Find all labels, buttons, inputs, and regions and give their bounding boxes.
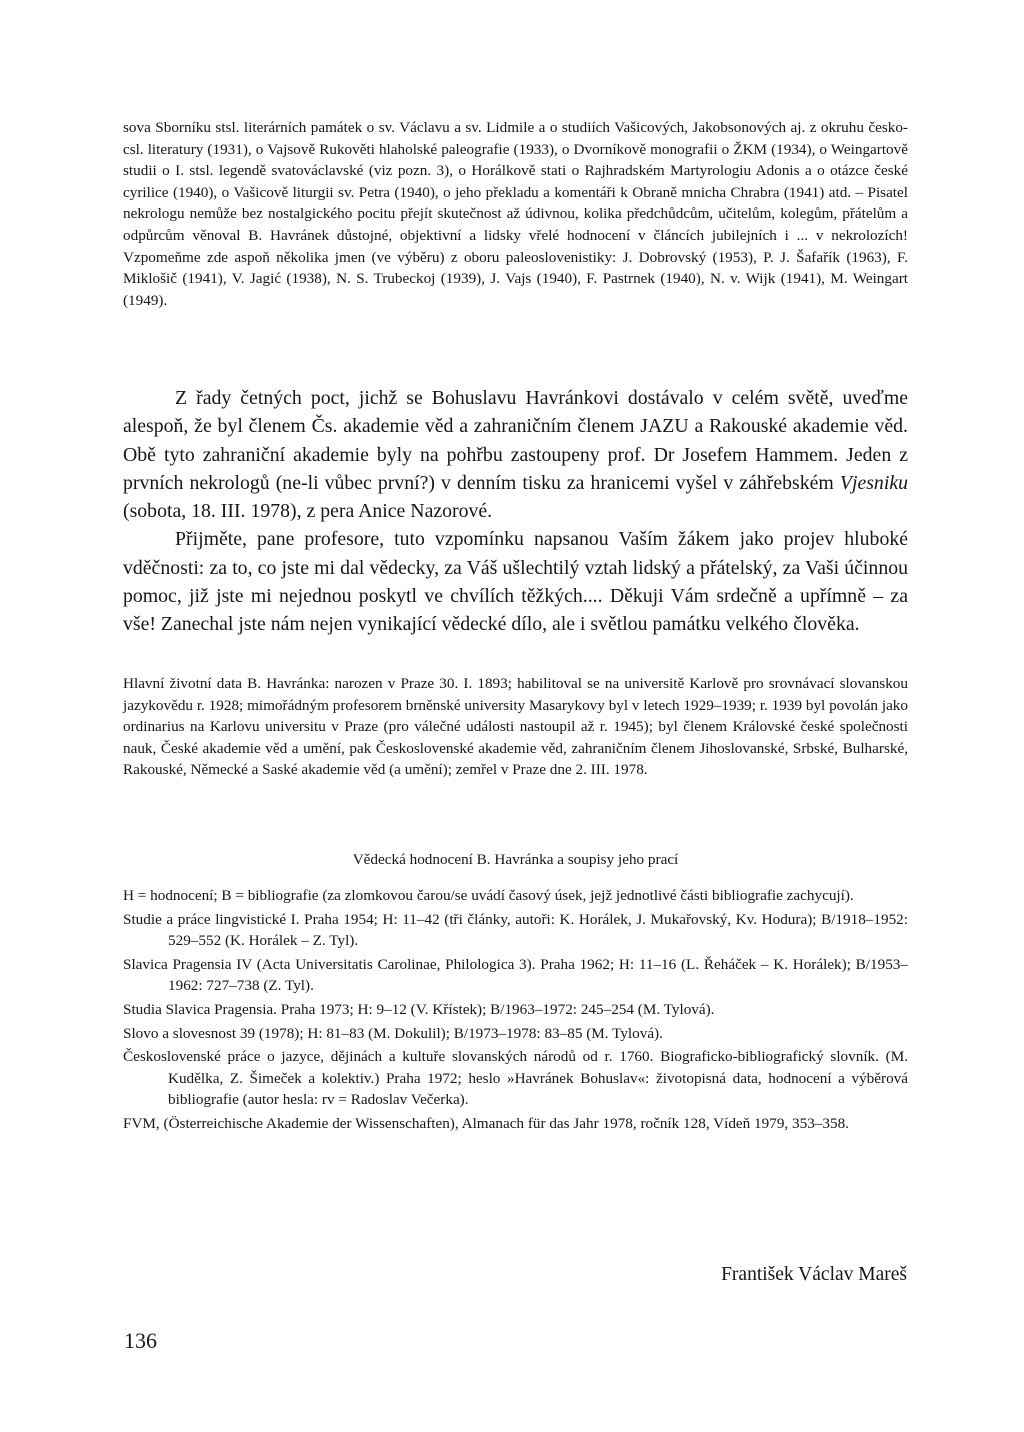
list-item: Slavica Pragensia IV (Acta Universitatis Carolinae, Philologica 3). Praha 1962; H: 11–16 (L. Řeháček – K. Horálek); B/1953–1962: 727–738 (Z. Tyl). (123, 955, 908, 995)
tribute-paragraph-2: Přijměte, pane profesore, tuto vzpomínku napsanou Vaším žákem jako projev hluboké vděčnosti: za to, co jste mi dal vědecky, za Váš ušlechtilý vztah lidský a přátelský, za Vaši účinnou pomoc, již jste mi nejednou poskytl ve chvílích těžkých.... Děkuji Vám srdečně a upřímně – za vše! Zanechal jste nám nejen vynikající vědecké dílo, ale i světlou památku velkého člověka. (123, 528, 908, 636)
tribute-paragraph-1 (123, 384, 908, 525)
life-data-paragraph: Hlavní životní data B. Havránka: narozen v Praze 30. I. 1893; habilitoval se na universitě Karlově pro srovnávací slovanskou jazykovědu r. 1928; mimořádným profesorem brněnské university Masarykovy byl v letech 1929–1939; r. 1939 byl povolán jako ordinarius na Karlovu universitu v Praze (pro válečné události nastoupil až r. 1945); byl členem Královské české společnosti nauk, České akademie věd a umění, pak Československé akademie věd, zahraničním členem Jihoslovanské, Srbské, Bulharské, Rakouské, Německé a Saské akademie věd (a umění); zemřel v Praze dne 2. III. 1978. (123, 675, 908, 779)
page-number: 136 (124, 1328, 157, 1353)
tribute-section (123, 384, 908, 639)
newspaper-title: Vjesniku (839, 471, 908, 494)
list-item: H = hodnocení; B = bibliografie (za zlomkovou čarou/se uvádí časový úsek, jejž jednotlivé části bibliografie zachycují). (123, 887, 854, 904)
bibliography-list (123, 885, 908, 1137)
intro-paragraph: sova Sborníku stsl. literárních památek o sv. Václavu a sv. Lidmile a o studiích Vašicových, Jakobsonových aj. z okruhu česko-csl. literatury (1931), o Vajsově Rukověti hlaholské paleografie (1933), o Dvorníkově monografii o ŽKM (1934), o Weingartově studii o I. stsl. legendě svatováclavské (viz pozn. 3), o Horálkově stati o Rajhradském Martyrologiu Adonis a o otázce české cyrilice (1940), o Vašicově liturgii sv. Petra (1940), o jeho překladu a komentáři k Obraně mnicha Chrabra (1941) atd. – Pisatel nekrologu nemůže bez nostalgického pocitu přejít skutečnost až údivnou, kolika předchůdcům, učitelům, kolegům, přátelům a odpůrcům věnoval B. Havránek důstojné, objektivní a lidsky vřelé hodnocení v článcích jubilejních i ... v nekrolozích! Vzpomeňme zde aspoň několika jmen (ve výběru) z oboru paleoslovenistiky: J. Dobrovský (1953), P. J. Šafařík (1963), F. Miklošič (1941), V. Jagić (1938), N. S. Trubeckoj (1939), J. Vajs (1940), F. Pastrnek (1940), N. v. Wijk (1941), M. Weingart (1949). (123, 119, 908, 309)
list-item: Studia Slavica Pragensia. Praha 1973; H: 9–12 (V. Křístek); B/1963–1972: 245–254 (M. Tylová). (123, 1000, 715, 1018)
list-item: Studie a práce lingvistické I. Praha 1954; H: 11–42 (tři články, autoři: K. Horálek, J. Mukařovský, Kv. Hodura); B/1918–1952: 529–552 (K. Horálek – Z. Tyl). (123, 910, 908, 950)
list-item: Slovo a slovesnost 39 (1978); H: 81–83 (M. Dokulil); B/1973–1978: 83–85 (M. Tylová). (123, 1024, 663, 1042)
list-item: FVM, (Österreichische Akademie der Wissenschaften), Almanach für das Jahr 1978, ročník 128, Vídeň 1979, 353–358. (123, 1114, 849, 1132)
list-item: Československé práce o jazyce, dějinách a kultuře slovanských národů od r. 1760. Biograficko-bibliografický slovník. (M. Kudělka, Z. Šimeček a kolektiv.) Praha 1972; heslo »Havránek Bohuslav«: životopisná data, hodnocení a výběrová bibliografie (autor hesla: rv = Radoslav Večerka). (123, 1048, 908, 1109)
tribute-text-b: (sobota, 18. III. 1978), z pera Anice Nazorové. (123, 500, 493, 523)
bibliography-heading: Vědecká hodnocení B. Havránka a soupisy jeho prací (352, 851, 679, 868)
author-signature: František Václav Mareš (721, 1264, 907, 1285)
tribute-text-a: Z řady četných poct, jichž se Bohuslavu Havránkovi dostávalo v celém světě, uveďme alespoň, že byl členem Čs. akademie věd a zahraničním členem JAZU a Rakouské akademie věd. Obě tyto zahraniční akademie byly na pohřbu zastoupeny prof. Dr Josefem Hammem. Jeden z prvních nekrologů (ne-li vůbec první?) v denním tisku za hranicemi vyšel v záhřebském (123, 387, 908, 494)
